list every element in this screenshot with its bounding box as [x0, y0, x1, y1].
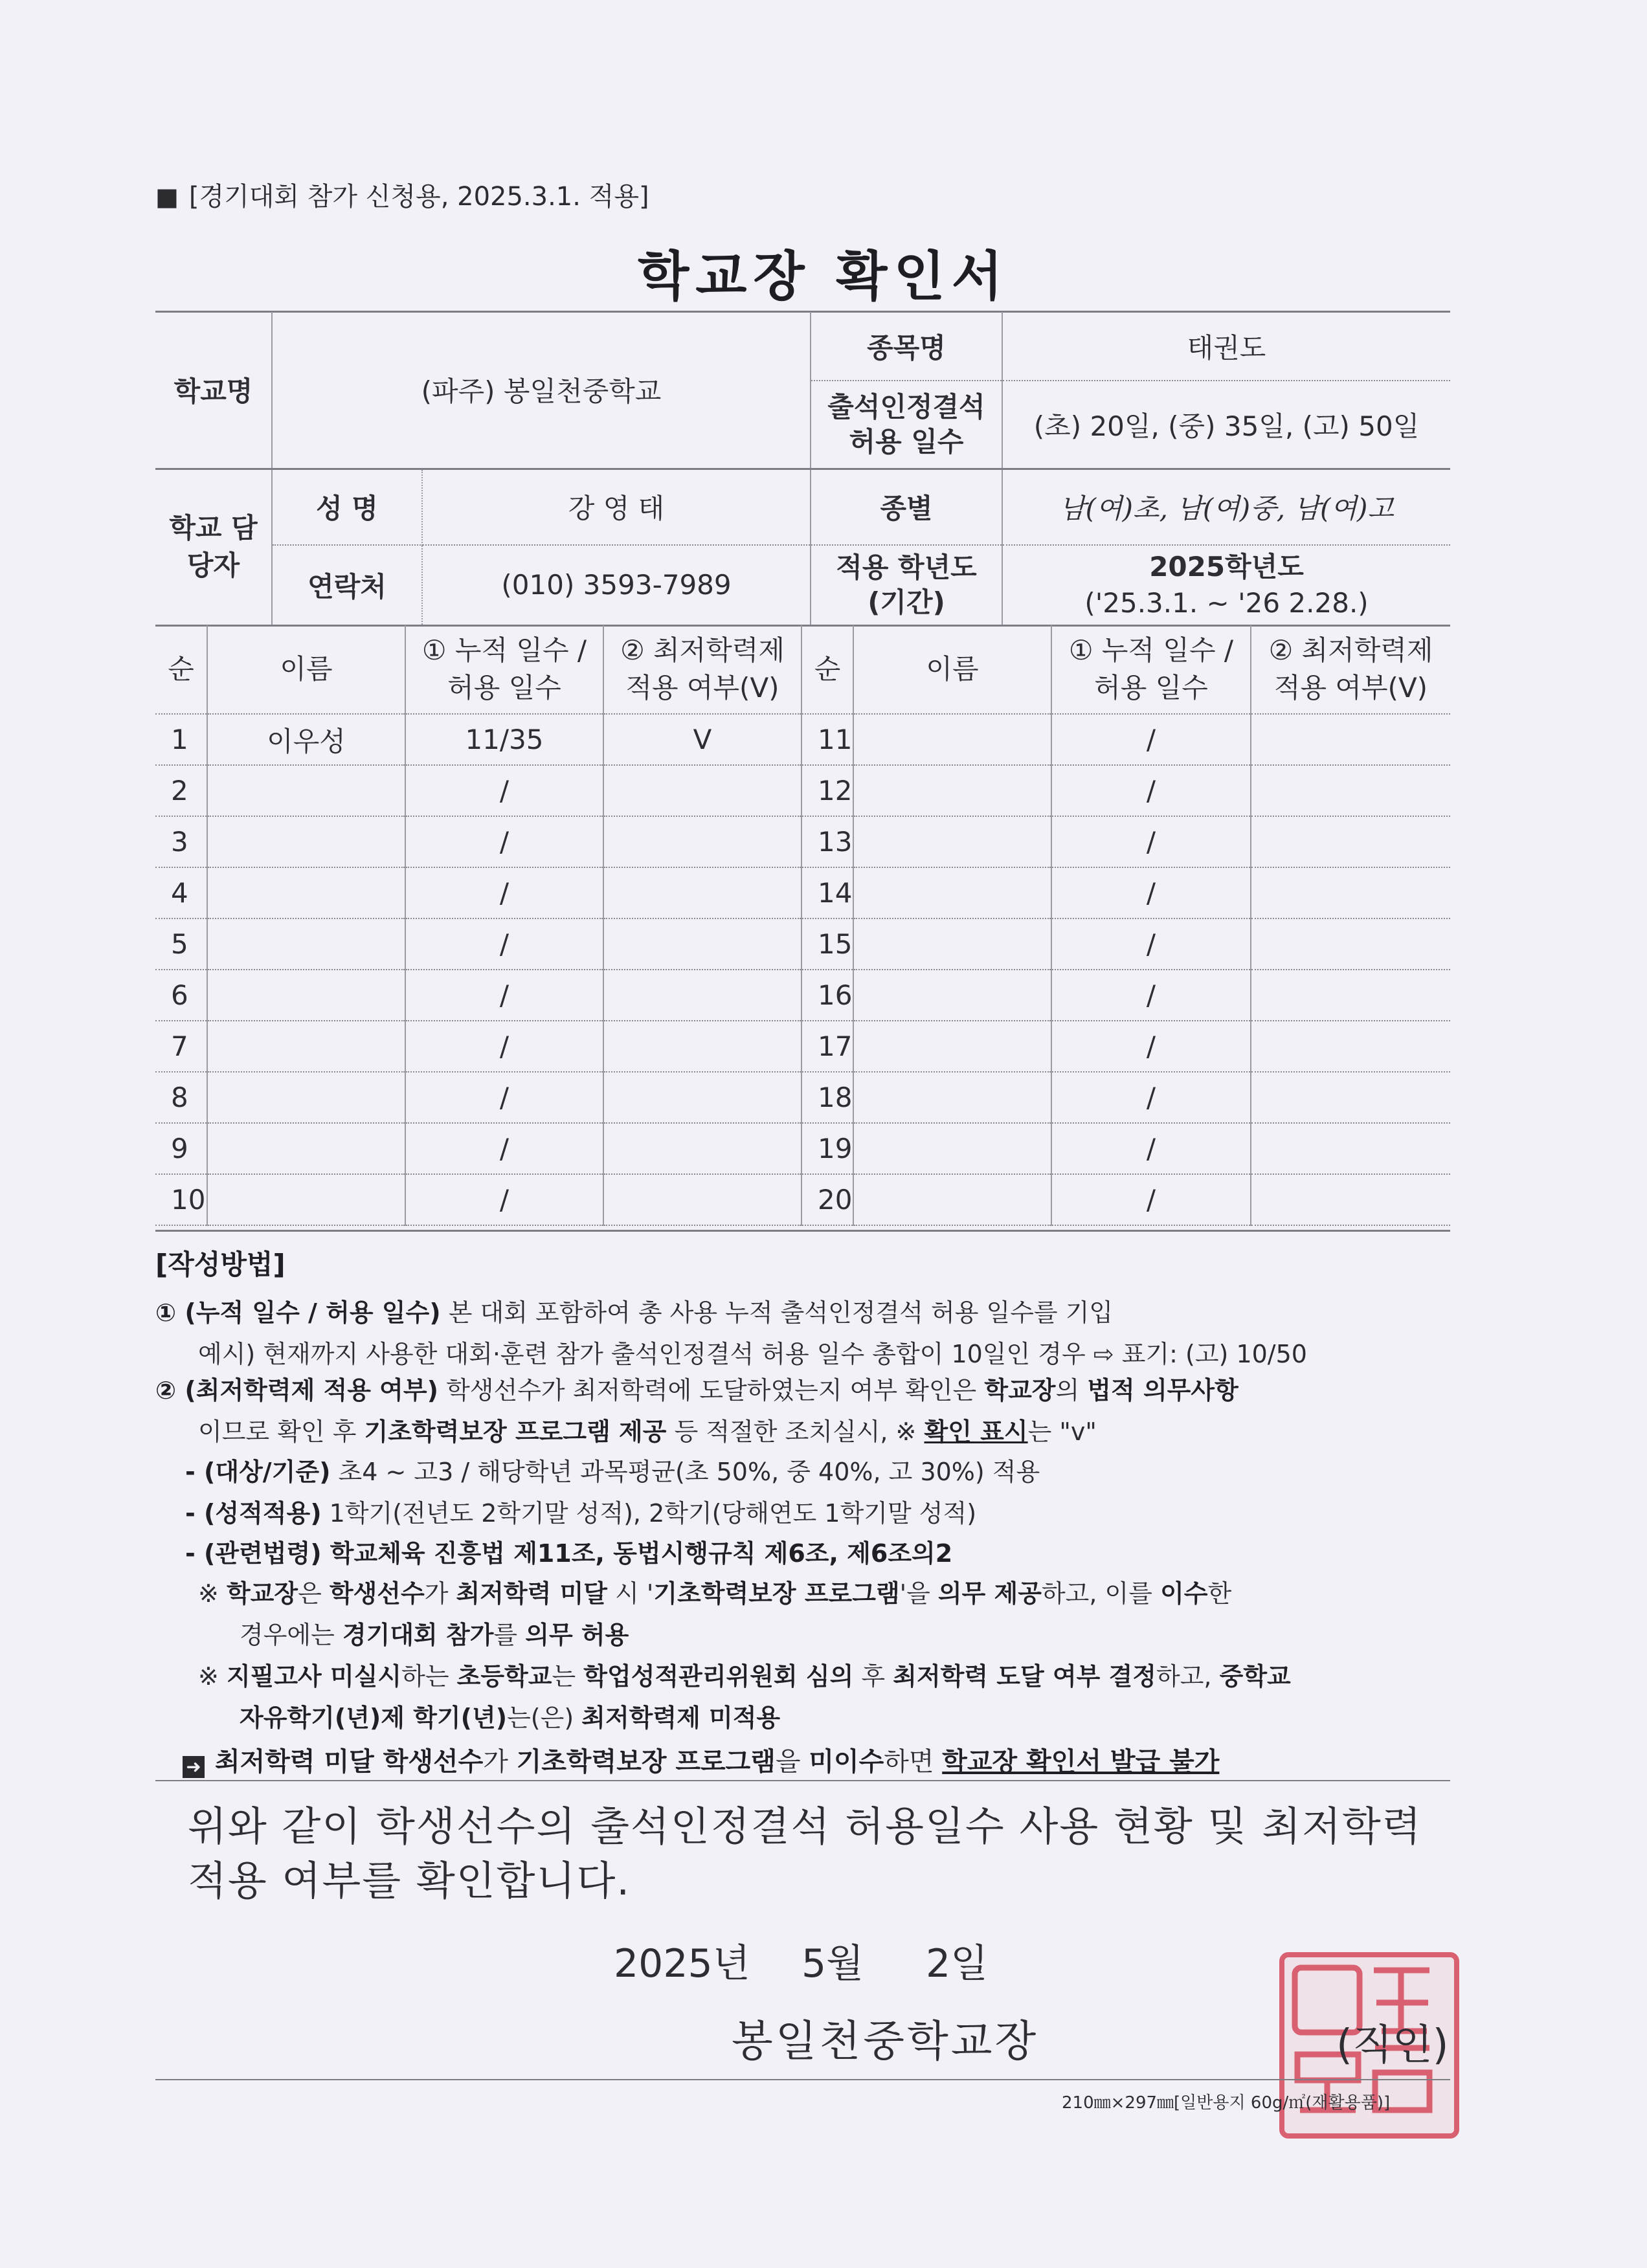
school-name: (파주) 봉일천중학교 — [272, 312, 811, 469]
student-name — [207, 1021, 405, 1072]
header-no: 순 — [801, 625, 853, 714]
student-name — [207, 765, 405, 816]
student-name — [207, 867, 405, 918]
days-used: / — [1051, 1021, 1251, 1072]
minimum-check — [1251, 1123, 1450, 1174]
date-day: 2일 — [926, 1941, 989, 1986]
table-row — [155, 765, 1450, 816]
instructions-heading: [작성방법] — [155, 1249, 286, 1280]
days-used: / — [405, 1123, 603, 1174]
days-used: / — [405, 867, 603, 918]
manager-label: 학교 담당자 — [155, 469, 272, 625]
minimum-check — [603, 816, 801, 867]
instruction-note-1: ※ 학교장은 학생선수가 최저학력 미달 시 '기초학력보장 프로그램'을 의무 제공하고, 이를 이수한 — [198, 1579, 1232, 1608]
year-cell — [1002, 545, 1450, 625]
warning-line: ➜ 최저학력 미달 학생선수가 기초학력보장 프로그램을 미이수하면 학교장 확인서 발급 불가 — [183, 1741, 1490, 1783]
minimum-check — [603, 867, 801, 918]
row-number: 19 — [801, 1123, 853, 1174]
header-days: ① 누적 일수 / 허용 일수 — [405, 625, 603, 714]
sport-value: 태권도 — [1002, 312, 1450, 381]
instruction-sub-1: - (대상/기준) 초4 ~ 고3 / 해당학년 과목평균(초 50%, 중 40%, 고 30%) 적용 — [185, 1458, 1040, 1486]
days-used: / — [1051, 1174, 1251, 1225]
row-number: 18 — [801, 1072, 853, 1123]
instructions-bottom-rule — [155, 1780, 1450, 1781]
days-used: / — [1051, 970, 1251, 1021]
days-used: / — [1051, 816, 1251, 867]
table-row — [155, 816, 1450, 867]
student-name — [207, 1072, 405, 1123]
square-bullet-icon: ■ — [155, 183, 179, 211]
table-row — [155, 1021, 1450, 1072]
student-name — [853, 816, 1051, 867]
minimum-check — [1251, 1174, 1450, 1225]
days-used: / — [405, 918, 603, 970]
row-number: 17 — [801, 1021, 853, 1072]
student-name — [207, 1123, 405, 1174]
row-number: 13 — [801, 816, 853, 867]
student-name — [853, 1021, 1051, 1072]
gender-label: 종별 — [811, 469, 1002, 545]
document-title: 학교장 확인서 — [638, 246, 1009, 307]
table-row — [155, 1072, 1450, 1123]
days-used: / — [405, 765, 603, 816]
row-number: 14 — [801, 867, 853, 918]
student-name — [853, 1072, 1051, 1123]
days-used: / — [1051, 1072, 1251, 1123]
header-applied: ② 최저학력제 적용 여부(V) — [603, 625, 801, 714]
days-used: / — [405, 1021, 603, 1072]
row-number: 9 — [155, 1123, 207, 1174]
year-value: 2025학년도 — [1149, 550, 1304, 583]
gender-value: 남(여)초, 남(여)중, 남(여)고 — [1002, 469, 1450, 545]
row-number: 2 — [155, 765, 207, 816]
confirmation-text: 위와 같이 학생선수의 출석인정결석 허용일수 사용 현황 및 최저학력 적용 여부를 확인합니다. — [188, 1803, 1422, 1904]
minimum-check — [1251, 1021, 1450, 1072]
days-used: / — [1051, 765, 1251, 816]
table-row — [155, 867, 1450, 918]
row-number: 10 — [155, 1174, 207, 1225]
student-name: 이우성 — [207, 714, 405, 765]
instruction-sub-2: - (성적적용) 1학기(전년도 2학기말 성적), 2학기(당해연도 1학기말 성적) — [185, 1499, 977, 1528]
days-used: / — [1051, 1123, 1251, 1174]
days-used: / — [405, 816, 603, 867]
days-used: / — [405, 1174, 603, 1225]
student-name — [853, 765, 1051, 816]
student-name — [207, 970, 405, 1021]
student-name — [853, 1123, 1051, 1174]
instruction-note-2-cont: 자유학기(년)제 학기(년)는(은) 최저학력제 미적용 — [240, 1704, 781, 1732]
row-number: 20 — [801, 1174, 853, 1225]
row-number: 16 — [801, 970, 853, 1021]
instruction-sub-3: - (관련법령) 학교체육 진흥법 제11조, 동법시행규칙 제6조, 제6조의2 — [185, 1539, 953, 1568]
student-name — [853, 1174, 1051, 1225]
row-number: 15 — [801, 918, 853, 970]
student-name — [207, 918, 405, 970]
paper-spec-note: 210㎜×297㎜[일반용지 60g/㎡(재활용품)] — [1062, 2093, 1391, 2113]
student-name — [853, 714, 1051, 765]
instruction-note-2: ※ 지필고사 미실시하는 초등학교는 학업성적관리위원회 심의 후 최저학력 도달 여부 결정하고, 중학교 — [198, 1662, 1291, 1691]
header-applied: ② 최저학력제 적용 여부(V) — [1251, 625, 1450, 714]
footer-rule — [155, 2079, 1450, 2080]
instruction-item-2: ② (최저학력제 적용 여부) 학생선수가 최저학력에 도달하였는지 여부 확인은 학교장의 법적 의무사항 — [155, 1376, 1238, 1405]
row-number: 12 — [801, 765, 853, 816]
date-year: 2025년 — [614, 1941, 750, 1986]
header-no: 순 — [155, 625, 207, 714]
student-name — [207, 816, 405, 867]
minimum-check: V — [603, 714, 801, 765]
row-number: 7 — [155, 1021, 207, 1072]
student-name — [853, 918, 1051, 970]
student-name — [853, 867, 1051, 918]
minimum-check — [603, 1123, 801, 1174]
arrow-box-icon: ➜ — [183, 1756, 205, 1778]
row-number: 6 — [155, 970, 207, 1021]
minimum-check — [1251, 1072, 1450, 1123]
minimum-check — [1251, 970, 1450, 1021]
header-name: 이름 — [853, 625, 1051, 714]
principal-name: 봉일천중학교장 — [732, 2016, 1039, 2066]
instruction-item-2-cont: 이므로 확인 후 기초학력보장 프로그램 제공 등 적절한 조치실시, ※ 확인 표시는 "v" — [198, 1418, 1097, 1446]
row-number: 4 — [155, 867, 207, 918]
allowed-days-value: (초) 20일, (중) 35일, (고) 50일 — [1002, 381, 1450, 469]
days-used: / — [1051, 918, 1251, 970]
school-label: 학교명 — [155, 312, 272, 469]
days-used: / — [1051, 867, 1251, 918]
table-row — [155, 1123, 1450, 1174]
roster-bottom-rule — [155, 1230, 1450, 1232]
table-row — [155, 918, 1450, 970]
roster-body — [155, 714, 1450, 1225]
row-number: 1 — [155, 714, 207, 765]
student-name — [853, 970, 1051, 1021]
row-number: 11 — [801, 714, 853, 765]
student-name — [207, 1174, 405, 1225]
minimum-check — [1251, 867, 1450, 918]
name-label: 성 명 — [272, 469, 422, 545]
table-row — [155, 1174, 1450, 1225]
form-tag: ■ [경기대회 참가 신청용, 2025.3.1. 적용] — [155, 182, 649, 212]
allowed-days-label: 출석인정결석 허용 일수 — [811, 381, 1002, 469]
minimum-check — [603, 918, 801, 970]
seal-label: (직인) — [1336, 2021, 1449, 2069]
minimum-check — [1251, 918, 1450, 970]
minimum-check — [603, 765, 801, 816]
minimum-check — [1251, 816, 1450, 867]
days-used: / — [1051, 714, 1251, 765]
header-name: 이름 — [207, 625, 405, 714]
table-row — [155, 714, 1450, 765]
minimum-check — [1251, 765, 1450, 816]
instruction-item-1: ① (누적 일수 / 허용 일수) 본 대회 포함하여 총 사용 누적 출석인정결석 허용 일수를 기입 — [155, 1298, 1114, 1327]
row-number: 5 — [155, 918, 207, 970]
roster-header-row — [155, 625, 1450, 714]
table-row — [155, 970, 1450, 1021]
roster-table — [155, 625, 1450, 1226]
period-value: ('25.3.1. ~ '26 2.28.) — [1084, 586, 1369, 619]
instruction-example: 예시) 현재까지 사용한 대회·훈련 참가 출석인정결석 허용 일수 총합이 10일인 경우 ⇨ 표기: (고) 10/50 — [198, 1340, 1307, 1368]
instruction-note-1-cont: 경우에는 경기대회 참가를 의무 허용 — [240, 1621, 629, 1649]
days-used: / — [405, 970, 603, 1021]
days-used: 11/35 — [405, 714, 603, 765]
sport-label: 종목명 — [811, 312, 1002, 381]
date-month: 5월 — [801, 1941, 864, 1986]
name-value: 강 영 태 — [422, 469, 811, 545]
minimum-check — [603, 1021, 801, 1072]
info-table — [155, 312, 1450, 627]
header-days: ① 누적 일수 / 허용 일수 — [1051, 625, 1251, 714]
days-used: / — [405, 1072, 603, 1123]
row-number: 3 — [155, 816, 207, 867]
minimum-check — [603, 970, 801, 1021]
contact-value: (010) 3593-7989 — [422, 545, 811, 625]
minimum-check — [603, 1072, 801, 1123]
row-number: 8 — [155, 1072, 207, 1123]
contact-label: 연락처 — [272, 545, 422, 625]
year-label: 적용 학년도 (기간) — [811, 545, 1002, 625]
minimum-check — [603, 1174, 801, 1225]
minimum-check — [1251, 714, 1450, 765]
